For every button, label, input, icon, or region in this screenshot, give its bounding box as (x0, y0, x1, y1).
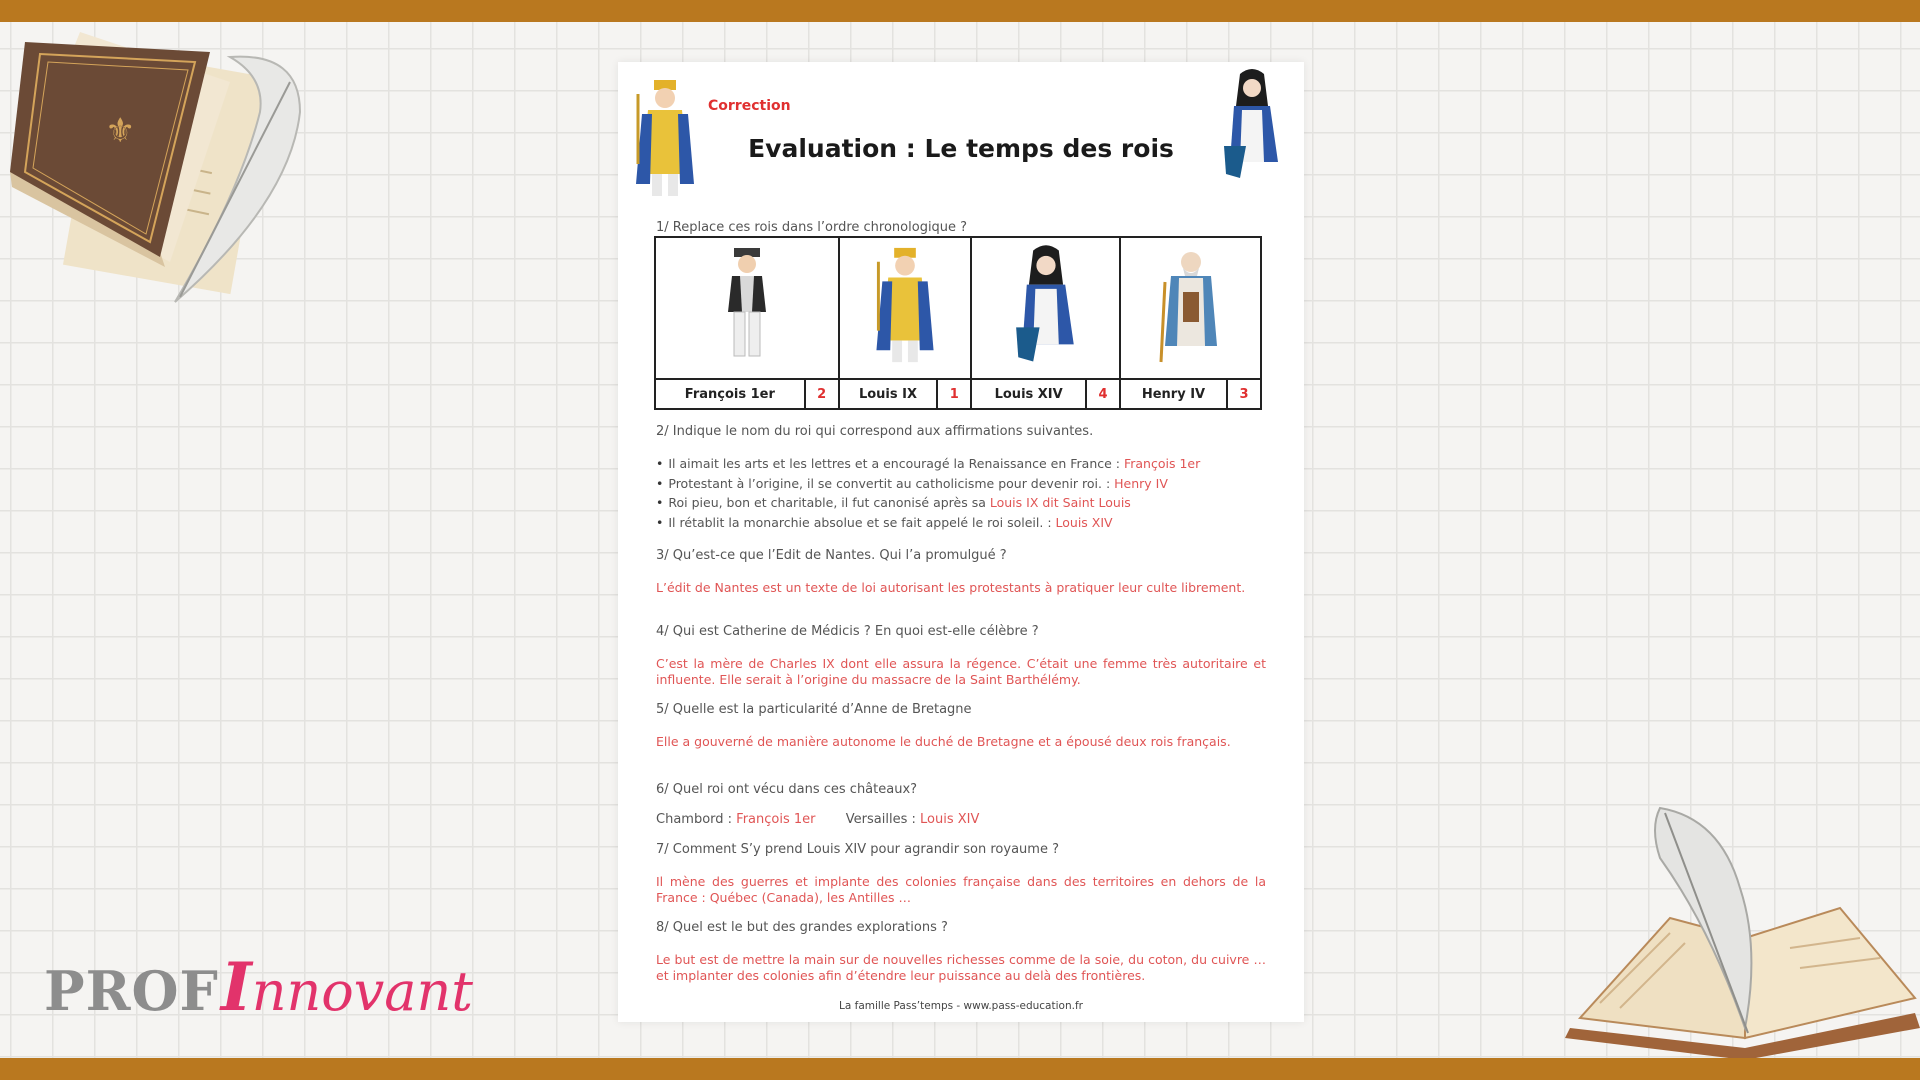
answer-3: L’édit de Nantes est un texte de loi autorisant les protestants à pratiquer leur culte librement. (656, 580, 1246, 595)
king-picture-cell (971, 237, 1120, 379)
king-order: 1 (937, 379, 971, 409)
king-picture-cell (655, 237, 839, 379)
statement-answer: Henry IV (1114, 475, 1168, 491)
kings-table (654, 236, 1262, 410)
brand-rest: nnovant (251, 960, 473, 1023)
question-7: 7/ Comment S’y prend Louis XIV pour agrandir son royaume ? (656, 842, 1059, 857)
open-book-illustration (1560, 798, 1920, 1058)
book-quill-illustration (0, 22, 320, 312)
question-4: 4/ Qui est Catherine de Médicis ? En quoi est-elle célèbre ? (656, 624, 1039, 639)
worksheet-footer: La famille Pass’temps - www.pass-education.fr (839, 1000, 1083, 1012)
list-item (656, 513, 1200, 533)
question-6: 6/ Quel roi ont vécu dans ces châteaux? (656, 782, 918, 797)
king-name: Louis XIV (971, 379, 1086, 409)
statement-answer: Louis XIV (1055, 514, 1113, 530)
king-name: Henry IV (1120, 379, 1227, 409)
statement-answer: François 1er (1123, 456, 1201, 471)
question-8: 8/ Quel est le but des grandes explorations ? (656, 920, 948, 935)
worksheet-title: Evaluation : Le temps des rois (748, 134, 1174, 163)
king-louis-xiv-illustration (1216, 66, 1288, 186)
king-order: 4 (1086, 379, 1120, 409)
brand-prof: PROF (44, 959, 219, 1023)
brand-logo (44, 948, 473, 1026)
chambord-answer: François 1er (736, 812, 816, 827)
answer-7: Il mène des guerres et implante des colonies française dans des territoires en dehors de la France : Québec (Canada), les Antilles … (656, 874, 1266, 905)
question-3: 3/ Qu’est-ce que l’Edit de Nantes. Qui l’a promulgué ? (656, 548, 1007, 563)
correction-label: Correction (708, 98, 791, 114)
king-louis-ix-illustration (868, 242, 942, 370)
king-picture-cell (1120, 237, 1261, 379)
king-order: 3 (1227, 379, 1261, 409)
question-2: 2/ Indique le nom du roi qui correspond aux affirmations suivantes. (656, 424, 1094, 439)
question-5: 5/ Quelle est la particularité d’Anne de Bretagne (656, 702, 972, 717)
list-item (656, 454, 1200, 474)
chambord-label: Chambord : (656, 812, 737, 827)
king-francois-1er-illustration (712, 242, 782, 370)
answer-4: C’est la mère de Charles IX dont elle assura la régence. C’était une femme très autoritaire et influente. Elle serait à l’origine du massacre de la Saint Barthélémy. (656, 656, 1266, 687)
list-item (656, 493, 1200, 513)
worksheet-page (618, 62, 1304, 1022)
statement-answer: Louis IX dit Saint Louis (989, 495, 1131, 510)
king-name: Louis IX (839, 379, 938, 409)
king-louis-xiv-illustration (1006, 242, 1086, 370)
statement-text: Roi pieu, bon et charitable, il fut canonisé après sa (668, 495, 990, 510)
answer-8: Le but est de mettre la main sur de nouvelles richesses comme de la soie, du coton, du cuivre … et implanter des colonies afin d’étendre leur puissance au delà des frontières. (656, 952, 1266, 983)
versailles-answer: Louis XIV (920, 812, 980, 827)
king-picture-cell (839, 237, 972, 379)
list-item (656, 474, 1200, 494)
statement-text: Protestant à l’origine, il se convertit au catholicisme pour devenir roi. : (668, 475, 1115, 491)
statements-list (656, 454, 1200, 532)
king-henry-iv-illustration (1153, 242, 1229, 370)
top-bar (0, 0, 1920, 22)
answer-6 (656, 812, 979, 827)
answer-5: Elle a gouverné de manière autonome le duché de Bretagne et a épousé deux rois français. (656, 734, 1231, 749)
bottom-bar (0, 1058, 1920, 1080)
statement-text: Il aimait les arts et les lettres et a encouragé la Renaissance en France : (668, 456, 1124, 471)
king-name: François 1er (655, 379, 805, 409)
statement-text: Il rétablit la monarchie absolue et se fait appelé le roi soleil. : (668, 514, 1056, 530)
king-order: 2 (805, 379, 839, 409)
svg-text:⚜: ⚜ (105, 111, 136, 151)
question-1: 1/ Replace ces rois dans l’ordre chronologique ? (656, 220, 968, 235)
versailles-label: Versailles : (845, 812, 920, 827)
brand-initial: I (220, 948, 252, 1026)
